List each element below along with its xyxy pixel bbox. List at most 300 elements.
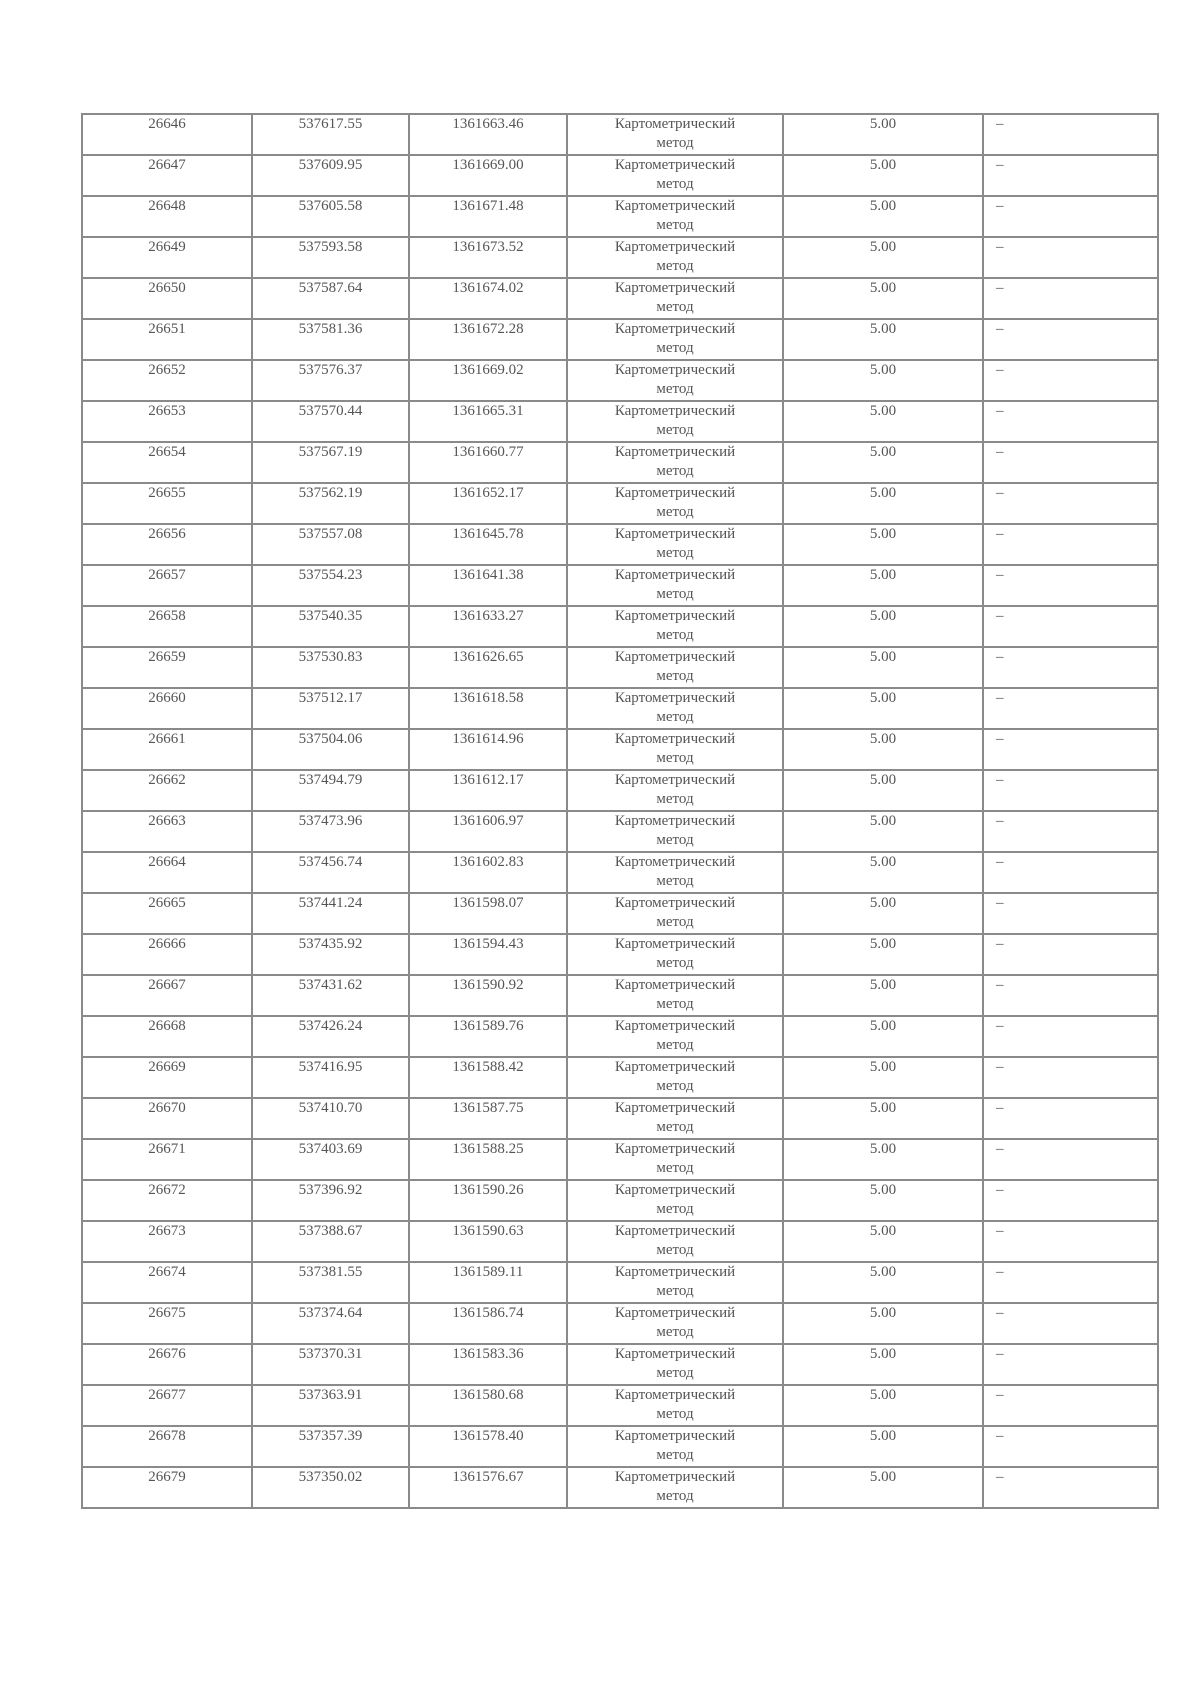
point-number-cell: [82, 1057, 252, 1098]
point-number-cell: [82, 1139, 252, 1180]
point-number-cell: [82, 442, 252, 483]
y-coordinate-cell: [409, 1057, 567, 1098]
accuracy-text: 5.00: [869, 1223, 897, 1239]
y-coordinate-cell: [409, 729, 567, 770]
accuracy-cell: [783, 770, 983, 811]
table-row: [82, 196, 1158, 237]
y-coordinate-cell: [409, 688, 567, 729]
x-coordinate-cell: [252, 196, 409, 237]
method-cell: [567, 360, 783, 401]
table-row: [82, 729, 1158, 770]
point-number-cell: [82, 1303, 252, 1344]
table-row: [82, 1344, 1158, 1385]
table-row: [82, 155, 1158, 196]
table-row: [82, 852, 1158, 893]
y-coordinate-cell: [409, 1262, 567, 1303]
y-coordinate-cell: [409, 811, 567, 852]
accuracy-cell: [783, 1385, 983, 1426]
point-number-text: 26675: [148, 1305, 186, 1321]
y-coordinate-cell: [409, 1180, 567, 1221]
x-coordinate-cell: [252, 1139, 409, 1180]
table-row: [82, 401, 1158, 442]
accuracy-text: 5.00: [869, 690, 897, 706]
method-text: Картометрический метод: [614, 321, 736, 356]
x-coordinate-cell: [252, 278, 409, 319]
point-number-cell: [82, 524, 252, 565]
accuracy-text: 5.00: [869, 567, 897, 583]
method-text: Картометрический метод: [614, 977, 736, 1012]
x-coordinate-text: 537456.74: [298, 854, 363, 870]
x-coordinate-cell: [252, 1180, 409, 1221]
y-coordinate-text: 1361641.38: [452, 567, 524, 583]
description-cell: [983, 811, 1158, 852]
point-number-text: 26653: [148, 403, 186, 419]
point-number-text: 26668: [148, 1018, 186, 1034]
description-text: –: [996, 854, 1004, 870]
description-cell: [983, 483, 1158, 524]
description-cell: [983, 1057, 1158, 1098]
accuracy-text: 5.00: [869, 485, 897, 501]
accuracy-cell: [783, 852, 983, 893]
table-row: [82, 1426, 1158, 1467]
point-number-cell: [82, 483, 252, 524]
point-number-cell: [82, 606, 252, 647]
description-cell: [983, 524, 1158, 565]
method-text: Картометрический метод: [614, 362, 736, 397]
point-number-cell: [82, 688, 252, 729]
method-text: Картометрический метод: [614, 198, 736, 233]
method-cell: [567, 770, 783, 811]
description-cell: [983, 934, 1158, 975]
x-coordinate-cell: [252, 442, 409, 483]
point-number-text: 26676: [148, 1346, 186, 1362]
method-text: Картометрический метод: [614, 1387, 736, 1422]
point-number-text: 26664: [148, 854, 186, 870]
point-number-text: 26657: [148, 567, 186, 583]
table-row: [82, 1262, 1158, 1303]
y-coordinate-cell: [409, 114, 567, 155]
x-coordinate-text: 537435.92: [298, 936, 363, 952]
accuracy-text: 5.00: [869, 1018, 897, 1034]
method-cell: [567, 565, 783, 606]
description-cell: [983, 975, 1158, 1016]
description-cell: [983, 1344, 1158, 1385]
accuracy-text: 5.00: [869, 608, 897, 624]
x-coordinate-cell: [252, 401, 409, 442]
x-coordinate-text: 537403.69: [298, 1141, 363, 1157]
table-row: [82, 688, 1158, 729]
x-coordinate-text: 537370.31: [298, 1346, 363, 1362]
method-text: Картометрический метод: [614, 280, 736, 315]
accuracy-cell: [783, 1467, 983, 1508]
x-coordinate-text: 537581.36: [298, 321, 363, 337]
point-number-cell: [82, 811, 252, 852]
x-coordinate-text: 537587.64: [298, 280, 363, 296]
table-row: [82, 934, 1158, 975]
method-cell: [567, 1139, 783, 1180]
point-number-cell: [82, 1426, 252, 1467]
description-text: –: [996, 1141, 1004, 1157]
accuracy-cell: [783, 606, 983, 647]
table-row: [82, 114, 1158, 155]
accuracy-text: 5.00: [869, 444, 897, 460]
y-coordinate-text: 1361626.65: [452, 649, 524, 665]
method-cell: [567, 114, 783, 155]
point-number-text: 26667: [148, 977, 186, 993]
method-text: Картометрический метод: [614, 1223, 736, 1258]
description-text: –: [996, 444, 1004, 460]
table-row: [82, 565, 1158, 606]
x-coordinate-cell: [252, 770, 409, 811]
method-cell: [567, 647, 783, 688]
description-text: –: [996, 936, 1004, 952]
y-coordinate-text: 1361606.97: [452, 813, 524, 829]
description-cell: [983, 278, 1158, 319]
accuracy-cell: [783, 114, 983, 155]
point-number-text: 26652: [148, 362, 186, 378]
y-coordinate-text: 1361586.74: [452, 1305, 524, 1321]
description-cell: [983, 1467, 1158, 1508]
x-coordinate-text: 537473.96: [298, 813, 363, 829]
accuracy-cell: [783, 934, 983, 975]
y-coordinate-cell: [409, 1016, 567, 1057]
method-cell: [567, 319, 783, 360]
description-text: –: [996, 649, 1004, 665]
description-text: –: [996, 772, 1004, 788]
method-cell: [567, 1057, 783, 1098]
x-coordinate-text: 537570.44: [298, 403, 363, 419]
accuracy-cell: [783, 1262, 983, 1303]
method-cell: [567, 1344, 783, 1385]
x-coordinate-text: 537540.35: [298, 608, 363, 624]
accuracy-text: 5.00: [869, 157, 897, 173]
y-coordinate-cell: [409, 606, 567, 647]
x-coordinate-text: 537512.17: [298, 690, 363, 706]
x-coordinate-cell: [252, 647, 409, 688]
method-text: Картометрический метод: [614, 1305, 736, 1340]
description-text: –: [996, 1018, 1004, 1034]
table-row: [82, 237, 1158, 278]
y-coordinate-cell: [409, 1098, 567, 1139]
description-text: –: [996, 731, 1004, 747]
description-cell: [983, 401, 1158, 442]
point-number-text: 26665: [148, 895, 186, 911]
accuracy-text: 5.00: [869, 1059, 897, 1075]
accuracy-text: 5.00: [869, 936, 897, 952]
y-coordinate-cell: [409, 442, 567, 483]
x-coordinate-text: 537494.79: [298, 772, 363, 788]
table-row: [82, 1221, 1158, 1262]
y-coordinate-cell: [409, 1139, 567, 1180]
accuracy-cell: [783, 729, 983, 770]
description-cell: [983, 1426, 1158, 1467]
method-cell: [567, 852, 783, 893]
point-number-cell: [82, 237, 252, 278]
description-text: –: [996, 977, 1004, 993]
y-coordinate-cell: [409, 360, 567, 401]
y-coordinate-cell: [409, 1344, 567, 1385]
y-coordinate-text: 1361645.78: [452, 526, 524, 542]
y-coordinate-cell: [409, 524, 567, 565]
table-row: [82, 278, 1158, 319]
accuracy-cell: [783, 524, 983, 565]
description-cell: [983, 114, 1158, 155]
accuracy-cell: [783, 483, 983, 524]
method-cell: [567, 401, 783, 442]
description-text: –: [996, 567, 1004, 583]
method-text: Картометрический метод: [614, 649, 736, 684]
x-coordinate-cell: [252, 319, 409, 360]
x-coordinate-text: 537567.19: [298, 444, 363, 460]
accuracy-cell: [783, 237, 983, 278]
method-text: Картометрический метод: [614, 1059, 736, 1094]
point-number-text: 26649: [148, 239, 186, 255]
x-coordinate-cell: [252, 1467, 409, 1508]
accuracy-text: 5.00: [869, 239, 897, 255]
y-coordinate-cell: [409, 401, 567, 442]
table-row: [82, 1139, 1158, 1180]
description-cell: [983, 1221, 1158, 1262]
x-coordinate-cell: [252, 852, 409, 893]
accuracy-cell: [783, 319, 983, 360]
description-cell: [983, 688, 1158, 729]
method-text: Картометрический метод: [614, 403, 736, 438]
description-text: –: [996, 1223, 1004, 1239]
point-number-text: 26677: [148, 1387, 186, 1403]
table-row: [82, 1016, 1158, 1057]
description-cell: [983, 606, 1158, 647]
method-cell: [567, 196, 783, 237]
description-cell: [983, 565, 1158, 606]
point-number-cell: [82, 1016, 252, 1057]
description-text: –: [996, 1346, 1004, 1362]
x-coordinate-cell: [252, 1098, 409, 1139]
point-number-cell: [82, 1098, 252, 1139]
method-text: Картометрический метод: [614, 485, 736, 520]
table-row: [82, 975, 1158, 1016]
description-text: –: [996, 321, 1004, 337]
accuracy-cell: [783, 565, 983, 606]
description-text: –: [996, 403, 1004, 419]
point-number-cell: [82, 729, 252, 770]
x-coordinate-text: 537357.39: [298, 1428, 363, 1444]
y-coordinate-text: 1361673.52: [452, 239, 524, 255]
method-text: Картометрический метод: [614, 1469, 736, 1504]
point-number-text: 26670: [148, 1100, 186, 1116]
method-cell: [567, 606, 783, 647]
y-coordinate-text: 1361614.96: [452, 731, 524, 747]
point-number-text: 26662: [148, 772, 186, 788]
point-number-text: 26655: [148, 485, 186, 501]
y-coordinate-cell: [409, 237, 567, 278]
x-coordinate-cell: [252, 483, 409, 524]
accuracy-text: 5.00: [869, 1428, 897, 1444]
method-text: Картометрический метод: [614, 854, 736, 889]
description-text: –: [996, 280, 1004, 296]
description-cell: [983, 319, 1158, 360]
point-number-text: 26674: [148, 1264, 186, 1280]
y-coordinate-text: 1361589.76: [452, 1018, 524, 1034]
y-coordinate-cell: [409, 1303, 567, 1344]
method-text: Картометрический метод: [614, 1141, 736, 1176]
y-coordinate-cell: [409, 1426, 567, 1467]
accuracy-text: 5.00: [869, 813, 897, 829]
x-coordinate-cell: [252, 1221, 409, 1262]
x-coordinate-text: 537374.64: [298, 1305, 363, 1321]
x-coordinate-text: 537504.06: [298, 731, 363, 747]
description-cell: [983, 1098, 1158, 1139]
x-coordinate-cell: [252, 1385, 409, 1426]
accuracy-cell: [783, 360, 983, 401]
point-number-text: 26669: [148, 1059, 186, 1075]
table-row: [82, 893, 1158, 934]
x-coordinate-text: 537363.91: [298, 1387, 363, 1403]
table-row: [82, 1180, 1158, 1221]
accuracy-cell: [783, 975, 983, 1016]
accuracy-cell: [783, 278, 983, 319]
method-cell: [567, 1303, 783, 1344]
description-cell: [983, 1180, 1158, 1221]
accuracy-text: 5.00: [869, 772, 897, 788]
point-number-text: 26648: [148, 198, 186, 214]
point-number-text: 26660: [148, 690, 186, 706]
point-number-text: 26663: [148, 813, 186, 829]
description-text: –: [996, 690, 1004, 706]
accuracy-text: 5.00: [869, 321, 897, 337]
x-coordinate-cell: [252, 1344, 409, 1385]
description-cell: [983, 893, 1158, 934]
description-cell: [983, 1303, 1158, 1344]
x-coordinate-cell: [252, 1426, 409, 1467]
description-text: –: [996, 198, 1004, 214]
point-number-text: 26646: [148, 116, 186, 132]
x-coordinate-text: 537426.24: [298, 1018, 363, 1034]
x-coordinate-text: 537554.23: [298, 567, 363, 583]
x-coordinate-cell: [252, 155, 409, 196]
y-coordinate-cell: [409, 278, 567, 319]
description-cell: [983, 155, 1158, 196]
y-coordinate-cell: [409, 1385, 567, 1426]
accuracy-text: 5.00: [869, 895, 897, 911]
y-coordinate-cell: [409, 852, 567, 893]
accuracy-cell: [783, 442, 983, 483]
x-coordinate-cell: [252, 606, 409, 647]
point-number-cell: [82, 565, 252, 606]
method-cell: [567, 1467, 783, 1508]
y-coordinate-text: 1361612.17: [452, 772, 524, 788]
point-number-cell: [82, 852, 252, 893]
accuracy-cell: [783, 1139, 983, 1180]
point-number-text: 26656: [148, 526, 186, 542]
method-cell: [567, 1426, 783, 1467]
table-row: [82, 647, 1158, 688]
description-text: –: [996, 362, 1004, 378]
y-coordinate-cell: [409, 196, 567, 237]
method-cell: [567, 524, 783, 565]
y-coordinate-text: 1361598.07: [452, 895, 524, 911]
description-cell: [983, 1385, 1158, 1426]
description-cell: [983, 360, 1158, 401]
accuracy-cell: [783, 1057, 983, 1098]
table-row: [82, 483, 1158, 524]
method-cell: [567, 729, 783, 770]
y-coordinate-cell: [409, 1467, 567, 1508]
x-coordinate-text: 537441.24: [298, 895, 363, 911]
point-number-cell: [82, 114, 252, 155]
y-coordinate-text: 1361674.02: [452, 280, 524, 296]
description-cell: [983, 1139, 1158, 1180]
x-coordinate-text: 537557.08: [298, 526, 363, 542]
x-coordinate-cell: [252, 1016, 409, 1057]
y-coordinate-text: 1361672.28: [452, 321, 524, 337]
y-coordinate-text: 1361589.11: [452, 1264, 524, 1280]
accuracy-cell: [783, 1344, 983, 1385]
accuracy-cell: [783, 1180, 983, 1221]
method-text: Картометрический метод: [614, 1428, 736, 1463]
y-coordinate-text: 1361669.02: [452, 362, 524, 378]
method-text: Картометрический метод: [614, 567, 736, 602]
y-coordinate-text: 1361588.42: [452, 1059, 524, 1075]
description-cell: [983, 442, 1158, 483]
point-number-cell: [82, 360, 252, 401]
x-coordinate-text: 537396.92: [298, 1182, 363, 1198]
x-coordinate-text: 537410.70: [298, 1100, 363, 1116]
method-text: Картометрический метод: [614, 813, 736, 848]
point-number-cell: [82, 1262, 252, 1303]
y-coordinate-text: 1361590.92: [452, 977, 524, 993]
accuracy-cell: [783, 647, 983, 688]
description-cell: [983, 237, 1158, 278]
y-coordinate-cell: [409, 893, 567, 934]
method-cell: [567, 237, 783, 278]
x-coordinate-cell: [252, 893, 409, 934]
accuracy-text: 5.00: [869, 526, 897, 542]
description-text: –: [996, 1059, 1004, 1075]
method-cell: [567, 155, 783, 196]
description-cell: [983, 852, 1158, 893]
accuracy-text: 5.00: [869, 649, 897, 665]
x-coordinate-cell: [252, 524, 409, 565]
accuracy-text: 5.00: [869, 1264, 897, 1280]
x-coordinate-text: 537388.67: [298, 1223, 363, 1239]
method-text: Картометрический метод: [614, 772, 736, 807]
accuracy-cell: [783, 1303, 983, 1344]
point-number-cell: [82, 401, 252, 442]
x-coordinate-text: 537416.95: [298, 1059, 363, 1075]
x-coordinate-cell: [252, 1262, 409, 1303]
point-number-text: 26658: [148, 608, 186, 624]
x-coordinate-cell: [252, 688, 409, 729]
method-cell: [567, 1180, 783, 1221]
method-text: Картометрический метод: [614, 1100, 736, 1135]
point-number-cell: [82, 893, 252, 934]
description-text: –: [996, 116, 1004, 132]
x-coordinate-text: 537617.55: [298, 116, 363, 132]
accuracy-cell: [783, 401, 983, 442]
y-coordinate-text: 1361633.27: [452, 608, 524, 624]
point-number-text: 26673: [148, 1223, 186, 1239]
y-coordinate-text: 1361660.77: [452, 444, 524, 460]
y-coordinate-text: 1361578.40: [452, 1428, 524, 1444]
y-coordinate-cell: [409, 1221, 567, 1262]
y-coordinate-cell: [409, 934, 567, 975]
x-coordinate-cell: [252, 934, 409, 975]
x-coordinate-text: 537562.19: [298, 485, 363, 501]
point-number-cell: [82, 319, 252, 360]
table-row: [82, 606, 1158, 647]
table-row: [82, 1057, 1158, 1098]
x-coordinate-text: 537381.55: [298, 1264, 363, 1280]
